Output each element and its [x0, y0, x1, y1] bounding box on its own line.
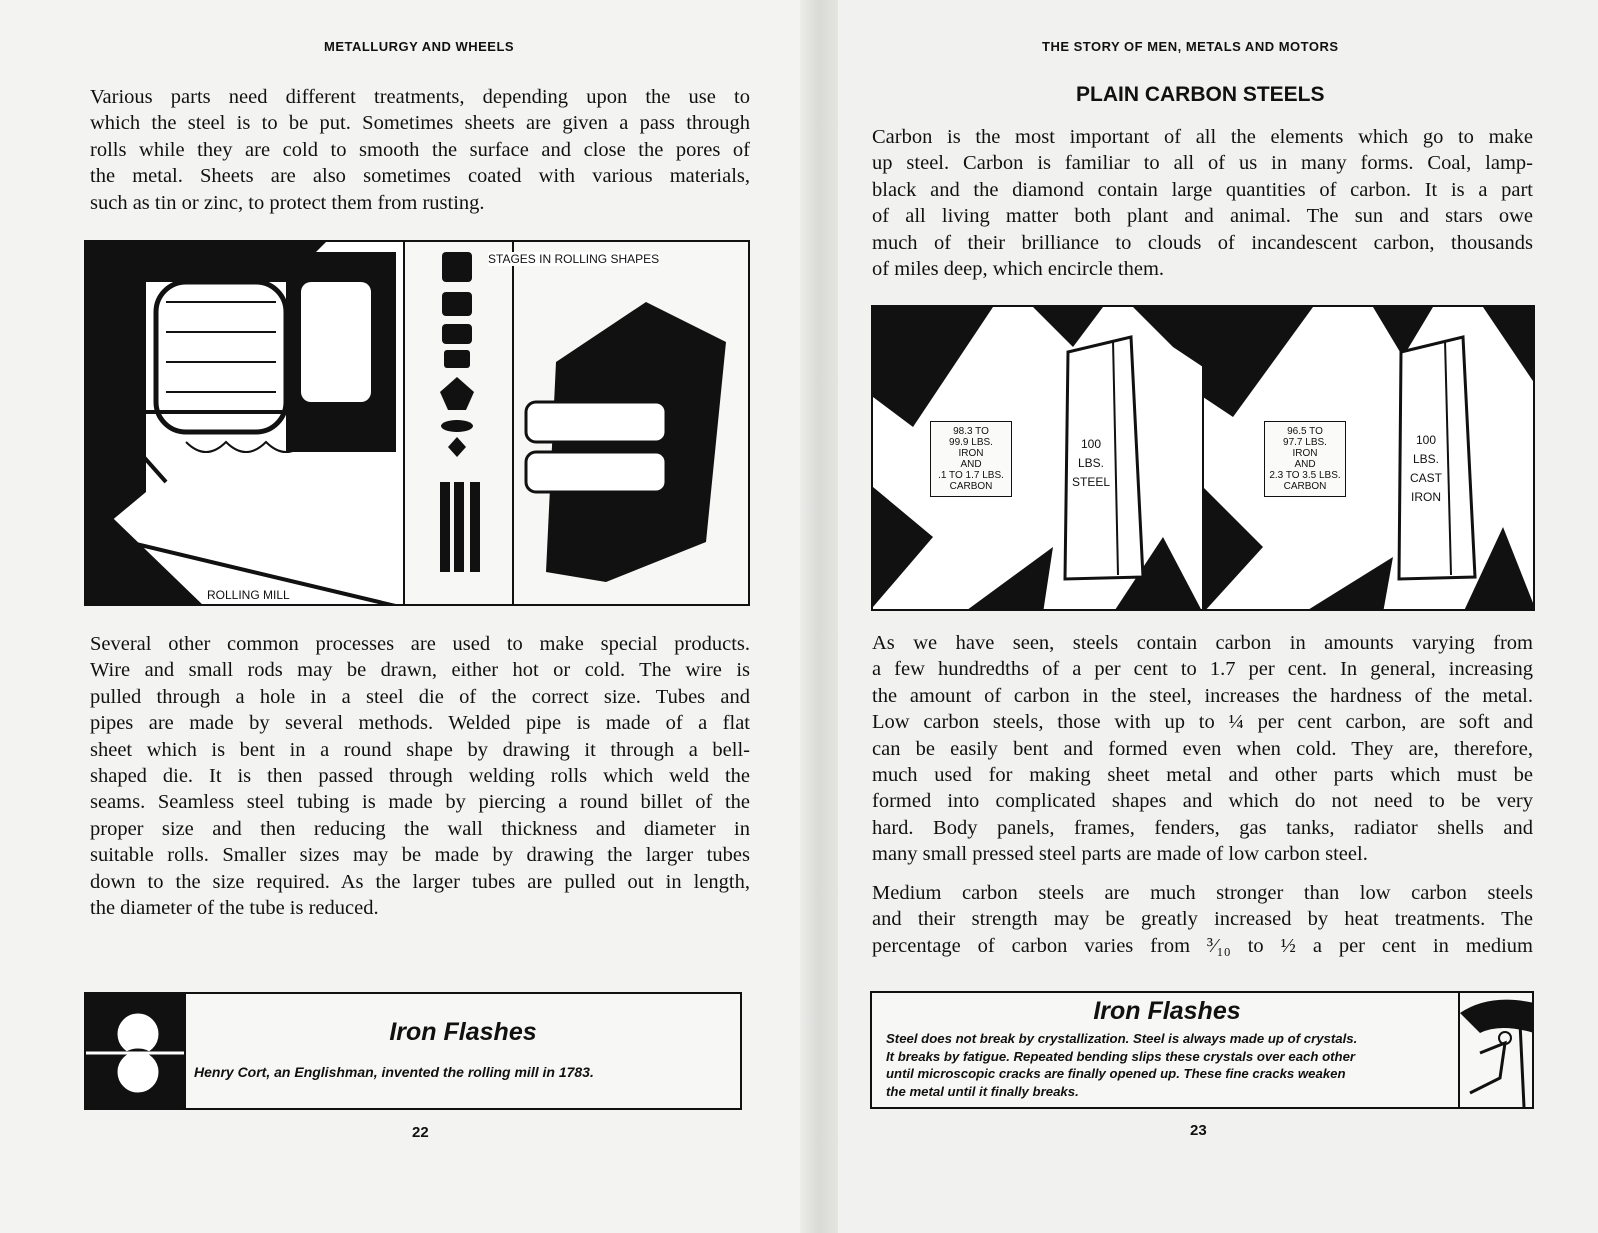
- text-line: proper size and then reducing the wall thickness and diameter in: [90, 817, 750, 840]
- figure-caption: STAGES IN ROLLING SHAPES: [488, 252, 660, 266]
- text-line: Various parts need different treatments, depending upon the use to: [90, 86, 750, 108]
- page-number: 23: [1190, 1122, 1207, 1139]
- text-line: Medium carbon steels are much stronger than low carbon steels: [872, 882, 1533, 904]
- text-line: and their strength may be greatly increased by heat treatments. The: [872, 908, 1533, 931]
- flash-title: Iron Flashes: [1093, 997, 1241, 1025]
- text-line: a few hundredths of a per cent to 1.7 per cent. In general, increasing: [872, 658, 1533, 681]
- cast-iron-bar-label: [1404, 431, 1448, 507]
- text-line: which the steel is to be put. Sometimes sheets are given a pass through: [90, 112, 750, 135]
- label-line: 100 LBS.: [1077, 437, 1104, 470]
- text-line: formed into complicated shapes and which do not need to be very: [872, 790, 1533, 813]
- text-line: Wire and small rods may be drawn, either hot or cold. The wire is: [90, 659, 750, 682]
- paragraph: [90, 84, 750, 216]
- text-line: suitable rolls. Smaller sizes may be made by drawing the larger tubes: [90, 844, 750, 867]
- gutter: [800, 0, 838, 1233]
- iron-flashes-box: [84, 992, 742, 1110]
- label-line: AND: [1294, 459, 1316, 470]
- text-line: shaped die. It is then passed through welding rolls which weld the: [90, 765, 750, 788]
- text-line: down to the size required. As the larger tubes are pulled out in length,: [90, 870, 750, 893]
- label-line: CARBON: [1283, 481, 1327, 492]
- text-line: of miles deep, which encircle them.: [872, 258, 1165, 281]
- label-line: 97.7 LBS.: [1283, 437, 1327, 448]
- running-head: THE STORY OF MEN, METALS AND MOTORS: [1042, 39, 1339, 54]
- flash-text: [886, 1030, 1357, 1100]
- label-line: 98.3 TO: [953, 426, 989, 437]
- label-line: IRON: [1411, 490, 1441, 504]
- rolling-mill-illustration: [84, 240, 750, 606]
- text-line: sheet which is bent in a round shape by drawing it through a bell-: [90, 738, 750, 761]
- label-line: the metal until it finally breaks.: [886, 1083, 1079, 1099]
- page-number: 22: [412, 1124, 429, 1141]
- text-line: can be easily bent and formed even when cold. They are, therefore,: [872, 737, 1533, 760]
- text-line: the diameter of the tube is reduced.: [90, 897, 379, 920]
- paragraph: [872, 124, 1533, 282]
- text-line: pipes are made by several methods. Welded pipe is made of a flat: [90, 712, 750, 735]
- rings-icon: [86, 994, 184, 1108]
- label-line: AND: [960, 459, 982, 470]
- text-line: hard. Body panels, frames, fenders, gas tanks, radiator shells and: [872, 816, 1533, 839]
- text-line: many small pressed steel parts are made of low carbon steel.: [872, 843, 1368, 866]
- man-under-tree-icon: [1458, 993, 1532, 1107]
- text-line: much of their brilliance to clouds of incandescent carbon, thousands: [872, 231, 1533, 254]
- label-line: 2.3 TO 3.5 LBS.: [1269, 470, 1341, 481]
- text-line: Low carbon steels, those with up to ¼ per cent carbon, are soft and: [872, 711, 1533, 734]
- flash-text: Henry Cort, an Englishman, invented the rolling mill in 1783.: [194, 1064, 594, 1080]
- steel-composition-label: [930, 421, 1012, 497]
- text-line: the amount of carbon in the steel, increases the hardness of the metal.: [872, 684, 1533, 707]
- text-line: such as tin or zinc, to protect them from rusting.: [90, 191, 485, 214]
- running-head: METALLURGY AND WHEELS: [324, 39, 515, 54]
- paragraph: [872, 880, 1533, 959]
- iron-flashes-box: [870, 991, 1534, 1109]
- label-line: 96.5 TO: [1287, 426, 1323, 437]
- label-line: IRON: [958, 448, 984, 459]
- label-line: until microscopic cracks are finally opened up. These fine cracks weaken: [886, 1066, 1346, 1081]
- cast-iron-composition-label: [1264, 421, 1346, 497]
- text-line: Several other common processes are used to make special products.: [90, 633, 750, 655]
- label-line: It breaks by fatigue. Repeated bending slips these crystals over each other: [886, 1048, 1356, 1064]
- paragraph: [90, 631, 750, 921]
- label-line: 99.9 LBS.: [949, 437, 993, 448]
- text-line: black and the diamond contain large quantities of carbon. It is a part: [872, 178, 1533, 201]
- text-line: As we have seen, steels contain carbon in amounts varying from: [872, 632, 1533, 654]
- label-line: Steel does not break by crystallization. Steel is always made up of crystals.: [886, 1031, 1358, 1046]
- section-title: PLAIN CARBON STEELS: [1076, 83, 1325, 106]
- label-line: IRON: [1292, 448, 1318, 459]
- text-line: of all living matter both plant and animal. The sun and stars owe: [872, 205, 1533, 228]
- text-line: seams. Seamless steel tubing is made by piercing a round billet of the: [90, 791, 750, 814]
- text-line: percentage of carbon varies from ³⁄₁₀ to ½ a per cent in medium: [872, 934, 1533, 957]
- paragraph: [872, 630, 1533, 868]
- label-line: 100 LBS.: [1412, 433, 1439, 466]
- text-line: rolls while they are cold to smooth the surface and close the pores of: [90, 138, 750, 161]
- label-line: STEEL: [1071, 475, 1110, 489]
- right-page: [838, 0, 1598, 1233]
- steel-bar-label: [1071, 435, 1111, 492]
- carbon-content-illustration: [871, 305, 1535, 611]
- label-line: CAST: [1409, 471, 1442, 485]
- flash-title: Iron Flashes: [389, 1018, 537, 1046]
- text-line: pulled through a hole in a steel die of the correct size. Tubes and: [90, 685, 750, 708]
- text-line: up steel. Carbon is familiar to all of us in many forms. Coal, lamp-: [872, 152, 1533, 175]
- text-line: much used for making sheet metal and other parts which must be: [872, 764, 1533, 787]
- text-line: the metal. Sheets are also sometimes coated with various materials,: [90, 165, 750, 188]
- label-line: .1 TO 1.7 LBS.: [938, 470, 1004, 481]
- label-line: CARBON: [949, 481, 993, 492]
- text-line: Carbon is the most important of all the elements which go to make: [872, 126, 1533, 148]
- figure-caption: ROLLING MILL: [204, 588, 293, 602]
